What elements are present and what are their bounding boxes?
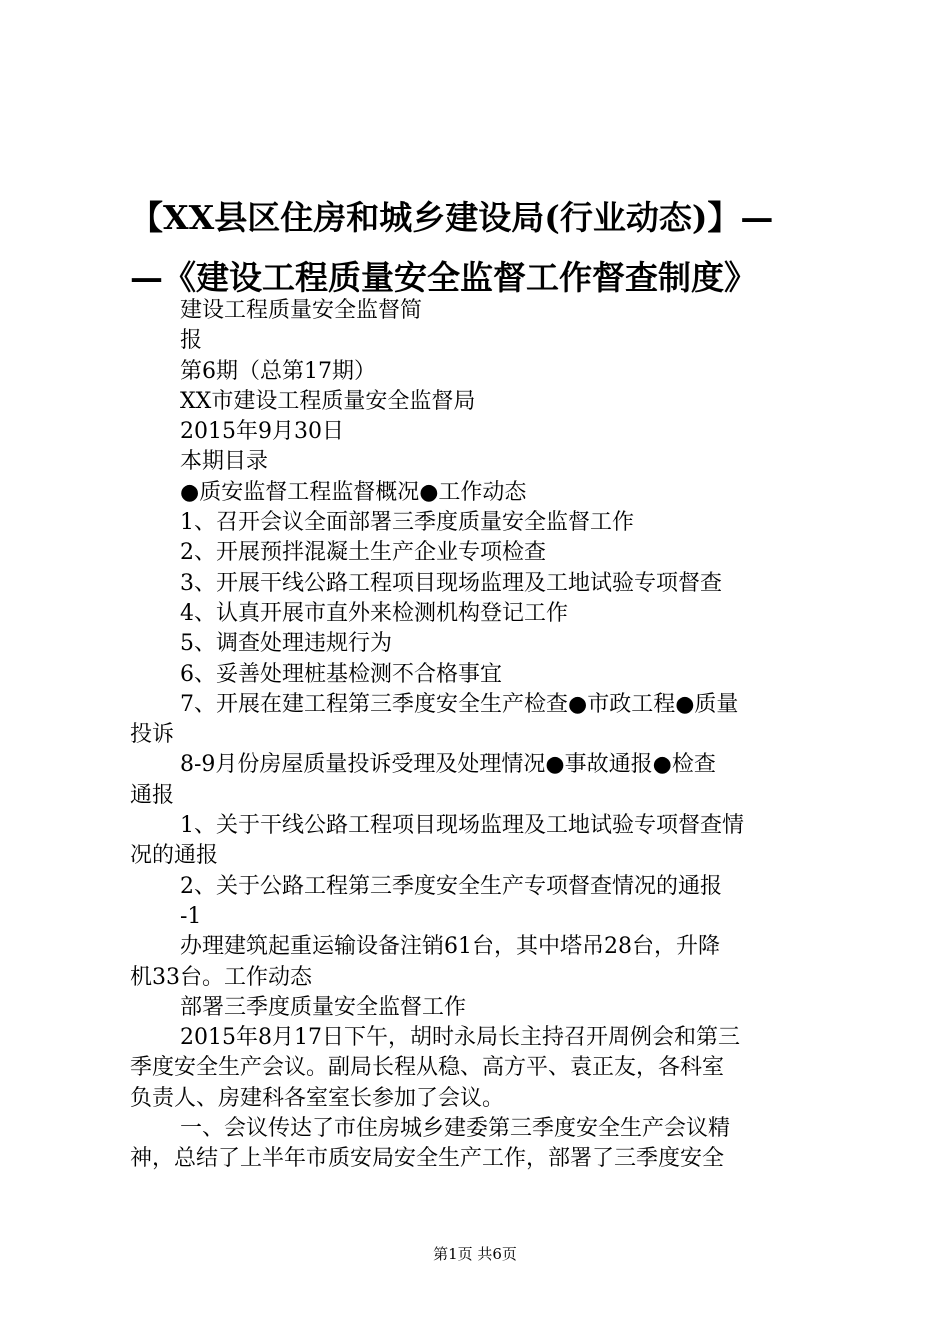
body-line: 机33台。工作动态 <box>130 964 312 990</box>
toc-line: 3、开展干线公路工程项目现场监理及工地试验专项督查 <box>180 570 722 596</box>
body-line: 神，总结了上半年市质安局安全生产工作，部署了三季度安全 <box>130 1146 725 1172</box>
body-line: 报 <box>180 328 203 354</box>
body-line: XX市建设工程质量安全监督局 <box>180 388 476 414</box>
toc-line: 2、开展预拌混凝土生产企业专项检查 <box>180 540 546 566</box>
body-line: 负责人、房建科各室室长参加了会议。 <box>130 1085 505 1111</box>
toc-line: 1、关于干线公路工程项目现场监理及工地试验专项督查情 <box>180 813 744 839</box>
toc-line: 5、调查处理违规行为 <box>180 631 392 657</box>
title-line-2: —《建设工程质量安全监督工作督查制度》 <box>130 258 757 297</box>
body-line: 季度安全生产会议。副局长程从稳、高方平、袁正友，各科室 <box>130 1055 725 1081</box>
toc-line: 2、关于公路工程第三季度安全生产专项督查情况的通报 <box>180 873 722 899</box>
document-body <box>130 296 830 1175</box>
body-line: 第6期（总第17期） <box>180 358 376 384</box>
section-heading: 部署三季度质量安全监督工作 <box>180 994 467 1020</box>
toc-line: 6、妥善处理桩基检测不合格事宜 <box>180 661 502 687</box>
body-line: -1 <box>180 903 202 929</box>
toc-line: 投诉 <box>130 722 175 748</box>
title-line-1: 【XX县区住房和城乡建设局(行业动态)】— <box>130 198 774 237</box>
body-line: 2015年9月30日 <box>180 419 344 445</box>
body-line: 本期目录 <box>180 449 269 475</box>
body-line: 建设工程质量安全监督简 <box>180 298 423 323</box>
document-title <box>130 188 830 308</box>
page-footer: 第1页 共6页 <box>433 1245 517 1263</box>
body-line: 2015年8月17日下午，胡时永局长主持召开周例会和第三 <box>180 1025 740 1051</box>
toc-line: 4、认真开展市直外来检测机构登记工作 <box>180 600 568 626</box>
toc-line: 况的通报 <box>130 843 219 869</box>
body-line: 一、会议传达了市住房城乡建委第三季度安全生产会议精 <box>180 1116 731 1142</box>
toc-line: ●质安监督工程监督概况●工作动态 <box>180 479 527 505</box>
toc-line: 1、召开会议全面部署三季度质量安全监督工作 <box>180 510 634 536</box>
body-line: 办理建筑起重运输设备注销61台，其中塔吊28台，升降 <box>180 934 720 960</box>
toc-line: 8-9月份房屋质量投诉受理及处理情况●事故通报●检查 <box>180 752 716 778</box>
toc-line: 通报 <box>130 782 175 808</box>
toc-line: 7、开展在建工程第三季度安全生产检查●市政工程●质量 <box>180 691 739 717</box>
